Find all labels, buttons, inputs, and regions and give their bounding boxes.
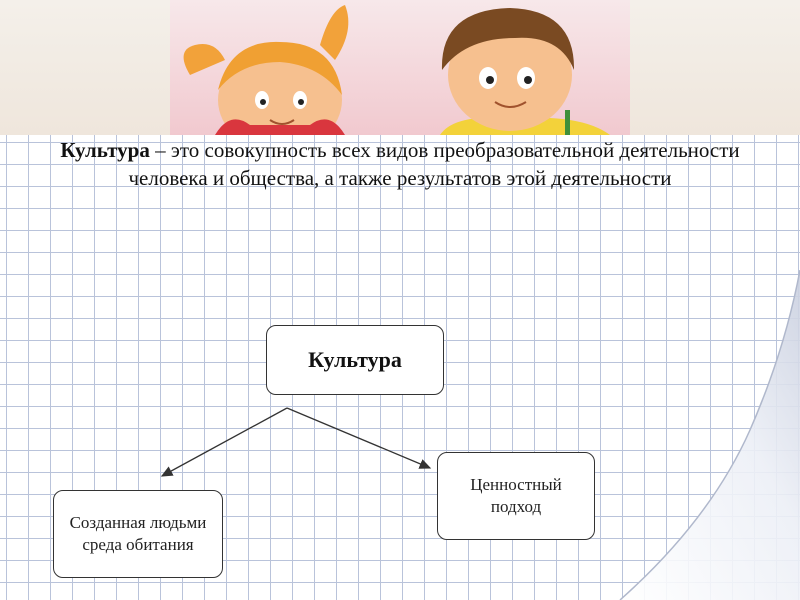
habitat-node-label: Созданная людьми среда обитания [69,513,207,554]
page-curl-icon [600,270,800,600]
diagram-node-habitat [53,490,223,578]
arrow-to-right-node [287,408,430,468]
diagram-root-node [266,325,444,395]
root-node-label: Культура [308,347,402,372]
definition-term: Культура [60,138,150,162]
diagram-node-value-approach [437,452,595,540]
value-approach-node-label: Ценностный подход [470,475,562,516]
arrow-to-left-node [162,408,287,476]
definition-text: – это совокупность всех видов преобразовательной деятельности человека и общества, а также результатов этой деятельности [128,138,740,190]
